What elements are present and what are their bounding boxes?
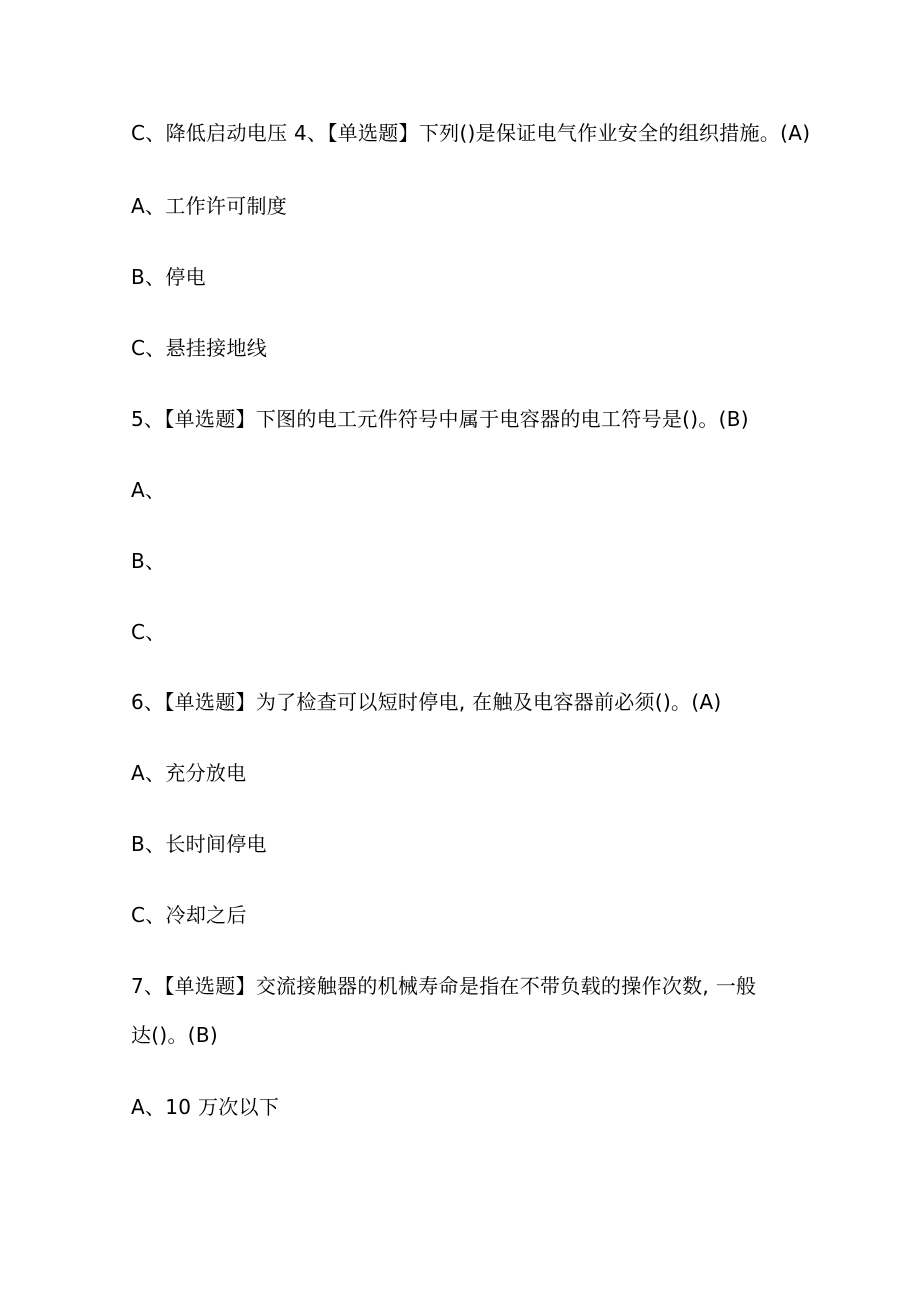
question-6-text: 6、【单选题】为了检查可以短时停电, 在触及电容器前必须()。(A) bbox=[131, 690, 722, 714]
question-4-option-b: B、停电 bbox=[131, 265, 206, 289]
question-5-option-a: A、 bbox=[131, 478, 166, 502]
question-5-text: 5、【单选题】下图的电工元件符号中属于电容器的电工符号是()。(B) bbox=[131, 407, 749, 431]
question-6-option-b: B、长时间停电 bbox=[131, 832, 267, 856]
question-5-option-b: B、 bbox=[131, 549, 166, 573]
question-7-text-line-2: 达()。(B) bbox=[131, 1023, 219, 1047]
question-7-option-a: A、10 万次以下 bbox=[131, 1095, 280, 1119]
question-4-option-c: C、悬挂接地线 bbox=[131, 336, 268, 360]
option-c-q3-and-question-4: C、降低启动电压 4、【单选题】下列()是保证电气作业安全的组织措施。(A) bbox=[131, 121, 811, 145]
question-6-option-a: A、充分放电 bbox=[131, 761, 247, 785]
question-5-option-c: C、 bbox=[131, 620, 166, 644]
question-6-option-c: C、冷却之后 bbox=[131, 903, 247, 927]
question-4-option-a: A、工作许可制度 bbox=[131, 194, 288, 218]
question-7-text-line-1: 7、【单选题】交流接触器的机械寿命是指在不带负载的操作次数, 一般 bbox=[131, 974, 757, 998]
